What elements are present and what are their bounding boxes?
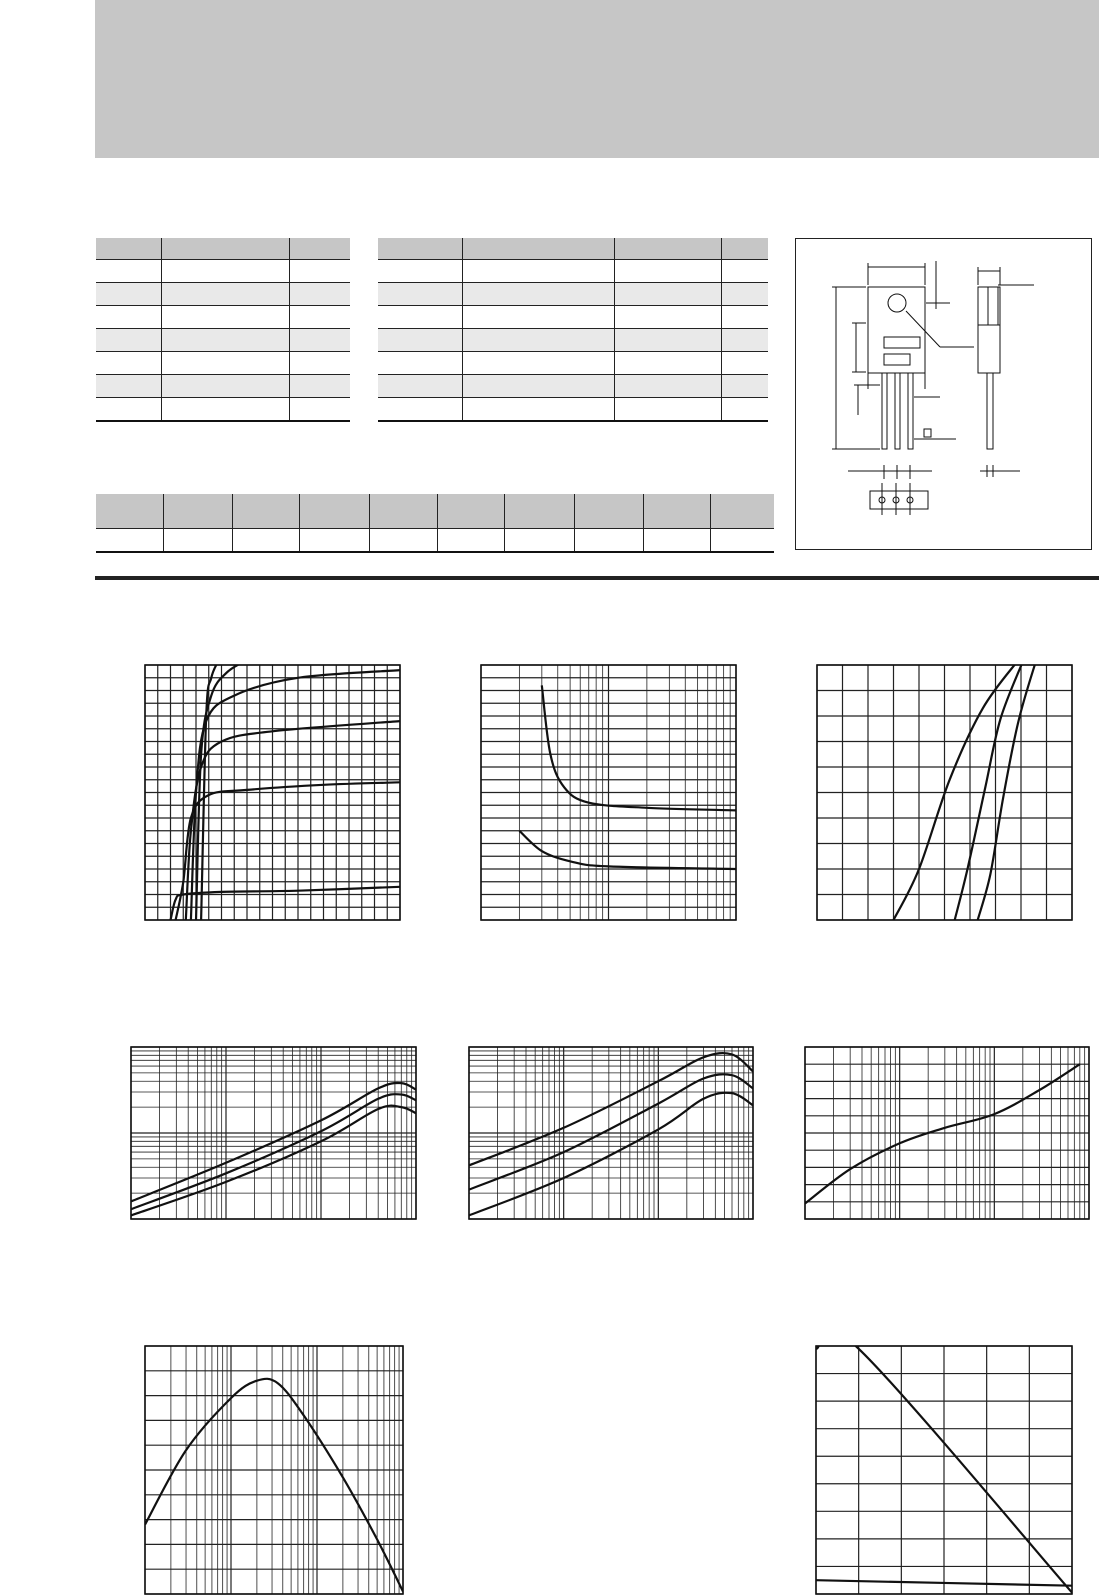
- series-line-3: [131, 1106, 416, 1216]
- table-row: [378, 398, 768, 422]
- table-cell: [378, 375, 463, 398]
- table-header-cell: [463, 238, 615, 260]
- series-line-2: [519, 831, 736, 869]
- table-header-cell: [162, 238, 290, 260]
- table-cell: [378, 283, 463, 306]
- table-cell: [463, 352, 615, 375]
- table-header-cell: [722, 238, 769, 260]
- table-row: [96, 352, 350, 375]
- table-header-row: [96, 238, 350, 260]
- chart-ft-ic-svg: [144, 1345, 404, 1595]
- package-outline-drawing: [796, 239, 1091, 549]
- chart-ft-ic: [144, 1345, 404, 1595]
- table-cell: [162, 375, 290, 398]
- package-body: [868, 287, 925, 373]
- table-cell: [162, 283, 290, 306]
- table-cell: [96, 352, 162, 375]
- table-cell: [722, 260, 769, 283]
- table-cell: [96, 329, 162, 352]
- table-cell: [162, 260, 290, 283]
- table-header-cell: [711, 494, 775, 529]
- table-cell: [722, 306, 769, 329]
- table-cell: [233, 529, 300, 553]
- table-cell: [378, 306, 463, 329]
- table-cell: [722, 398, 769, 422]
- chart-vbe-ic-svg: [804, 1046, 1090, 1220]
- table-cell: [722, 375, 769, 398]
- lead-2: [895, 373, 900, 449]
- chart-hfe-ic-2: [468, 1046, 754, 1220]
- table-cell: [370, 529, 438, 553]
- electrical-characteristics-table: [378, 238, 768, 422]
- table-cell: [96, 529, 164, 553]
- lead-1: [882, 373, 887, 449]
- table-header-cell: [300, 494, 370, 529]
- table-cell: [290, 375, 351, 398]
- table-cell: [290, 398, 351, 422]
- table-cell: [162, 306, 290, 329]
- table-row: [96, 329, 350, 352]
- lead-3: [908, 373, 913, 449]
- table-cell: [711, 529, 775, 553]
- table-header-cell: [378, 238, 463, 260]
- table-cell: [290, 306, 351, 329]
- table-cell: [96, 398, 162, 422]
- chart-vce-ic-svg: [480, 664, 737, 921]
- chart-hfe-ic-1-svg: [130, 1046, 417, 1220]
- table-row: [378, 306, 768, 329]
- series-line-1: [145, 1379, 403, 1592]
- table-row: [96, 398, 350, 422]
- series-line-1: [542, 685, 736, 810]
- table-cell: [615, 306, 722, 329]
- table-header-cell: [644, 494, 711, 529]
- table-cell: [96, 283, 162, 306]
- table-header-cell: [575, 494, 644, 529]
- table-cell: [615, 398, 722, 422]
- chart-vce-ic: [480, 664, 737, 921]
- table-cell: [96, 375, 162, 398]
- table-row: [378, 283, 768, 306]
- series-line-4: [191, 670, 400, 920]
- table-row: [96, 260, 350, 283]
- header-banner: [95, 0, 1099, 158]
- table-header-cell: [164, 494, 233, 529]
- table-cell: [96, 260, 162, 283]
- chart-ic-vbe: [816, 664, 1073, 921]
- table-cell: [162, 398, 290, 422]
- table-cell: [463, 306, 615, 329]
- table-header-cell: [615, 238, 722, 260]
- table-cell: [378, 352, 463, 375]
- table-row: [96, 375, 350, 398]
- table-header-cell: [290, 238, 351, 260]
- table-cell: [463, 329, 615, 352]
- table-cell: [644, 529, 711, 553]
- series-line-1: [469, 1053, 753, 1165]
- table-header-row: [96, 494, 774, 529]
- hfe-rank-table: [96, 494, 774, 553]
- series-line-1: [805, 1064, 1080, 1203]
- table-cell: [615, 260, 722, 283]
- chart-vbe-ic: [804, 1046, 1090, 1220]
- package-outline-box: [795, 238, 1092, 550]
- table-cell: [378, 260, 463, 283]
- table-row: [378, 375, 768, 398]
- table-cell: [378, 398, 463, 422]
- chart-hfe-ic-1: [130, 1046, 417, 1220]
- table-cell: [162, 329, 290, 352]
- table-row: [378, 260, 768, 283]
- table-row: [96, 283, 350, 306]
- table-cell: [575, 529, 644, 553]
- table-row: [378, 352, 768, 375]
- table-cell: [615, 352, 722, 375]
- table-cell: [463, 283, 615, 306]
- table-cell: [96, 306, 162, 329]
- table-header-cell: [438, 494, 505, 529]
- table-cell: [290, 260, 351, 283]
- table-cell: [615, 283, 722, 306]
- series-line-3: [469, 1093, 753, 1216]
- absolute-max-ratings-table: [96, 238, 350, 422]
- table-cell: [505, 529, 575, 553]
- chart-ic-vce: [144, 664, 401, 921]
- table-cell: [162, 352, 290, 375]
- table-cell: [615, 329, 722, 352]
- table-cell: [290, 283, 351, 306]
- table-header-cell: [96, 238, 162, 260]
- table-row: [96, 306, 350, 329]
- table-row: [378, 329, 768, 352]
- chart-pc-ta-svg: [815, 1345, 1073, 1595]
- chart-ic-vbe-svg: [816, 664, 1073, 921]
- table-cell: [722, 283, 769, 306]
- table-cell: [615, 375, 722, 398]
- table-cell: [290, 329, 351, 352]
- table-cell: [378, 329, 463, 352]
- chart-pc-ta: [815, 1345, 1073, 1595]
- table-header-cell: [233, 494, 300, 529]
- table-header-cell: [505, 494, 575, 529]
- table-cell: [438, 529, 505, 553]
- table-cell: [463, 398, 615, 422]
- table-header-row: [378, 238, 768, 260]
- chart-hfe-ic-2-svg: [468, 1046, 754, 1220]
- section-divider: [95, 576, 1099, 580]
- table-cell: [463, 375, 615, 398]
- table-cell: [290, 352, 351, 375]
- table-cell: [722, 352, 769, 375]
- chart-ic-vce-svg: [144, 664, 401, 921]
- table-cell: [164, 529, 233, 553]
- table-cell: [463, 260, 615, 283]
- mounting-hole: [888, 294, 906, 312]
- table-header-cell: [370, 494, 438, 529]
- side-view-body: [978, 287, 1000, 325]
- table-cell: [300, 529, 370, 553]
- table-header-cell: [96, 494, 164, 529]
- table-row: [96, 529, 774, 553]
- table-cell: [722, 329, 769, 352]
